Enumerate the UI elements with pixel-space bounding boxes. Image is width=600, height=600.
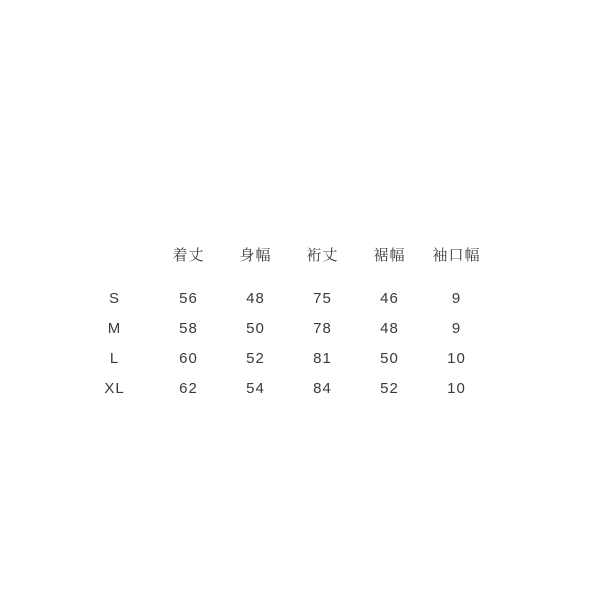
size-label: M (107, 319, 122, 337)
measurement-value: 81 (313, 349, 332, 367)
table-row (74, 313, 490, 343)
column-header: 裾幅 (373, 246, 406, 264)
measurement-value: 56 (179, 289, 198, 307)
measurement-value: 84 (313, 379, 332, 397)
size-label: S (108, 289, 120, 307)
measurement-value: 46 (380, 289, 399, 307)
measurement-value: 52 (246, 349, 265, 367)
column-header: 身幅 (239, 246, 272, 264)
measurement-value: 10 (447, 349, 466, 367)
measurement-value: 58 (179, 319, 198, 337)
measurement-value: 60 (179, 349, 198, 367)
table-row (74, 283, 490, 313)
column-header: 着丈 (172, 246, 205, 264)
size-label: XL (104, 379, 125, 397)
column-header: 袖口幅 (432, 246, 481, 264)
column-header: 裄丈 (306, 246, 339, 264)
measurement-value: 10 (447, 379, 466, 397)
size-label: L (109, 349, 120, 367)
measurement-value: 50 (246, 319, 265, 337)
measurement-value: 50 (380, 349, 399, 367)
measurement-value: 54 (246, 379, 265, 397)
table-row (74, 343, 490, 373)
measurement-value: 52 (380, 379, 399, 397)
measurement-value: 9 (451, 319, 462, 337)
size-chart-table (74, 239, 490, 403)
measurement-value: 9 (451, 289, 462, 307)
measurement-value: 78 (313, 319, 332, 337)
table-row (74, 373, 490, 403)
size-chart-header-row (74, 239, 490, 269)
measurement-value: 75 (313, 289, 332, 307)
measurement-value: 62 (179, 379, 198, 397)
measurement-value: 48 (246, 289, 265, 307)
measurement-value: 48 (380, 319, 399, 337)
